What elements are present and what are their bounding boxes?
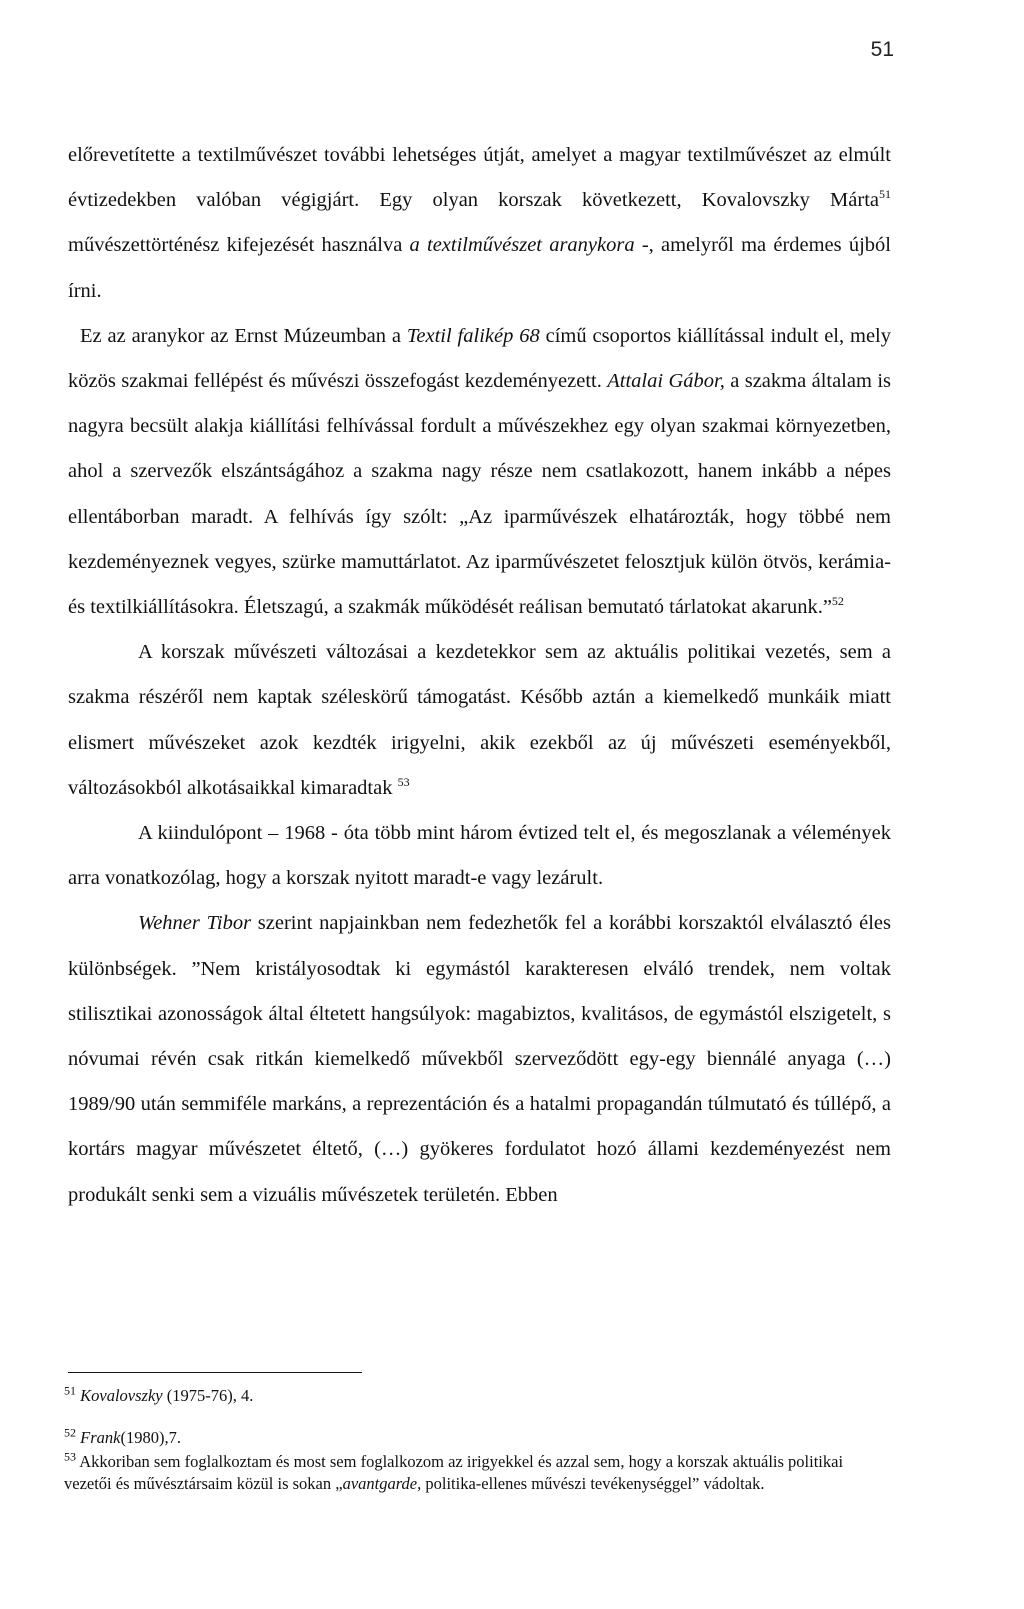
paragraph-2-text-c: a szakma általam is nagyra becsült alakja kiállítási felhívással fordult a művészekhez egy olyan szakmai környezetben, ahol a szervezők elszántságához a szakma nagy része nem csatlakozott, hanem inkább a népes ellentáborban maradt. A felhívás így szólt: „Az iparművészek elhatározták, hogy többé nem kezdeményeznek vegyes, szürke mamuttárlatot. Az iparművészetet felosztjuk külön ötvös, kerámia- és textilkiállításokra. Életszagú, a szakmák működését reálisan bemutató tárlatokat akarunk.” <box>68 370 891 619</box>
footnote-52-text: (1980),7. <box>120 1428 181 1447</box>
paragraph-1-text-c: -, amelyről ma érdemes újból írni. <box>68 234 891 302</box>
paragraph-1-text-b: művészettörténész kifejezését használva <box>68 234 410 257</box>
footnote-53-number: 53 <box>64 1449 76 1464</box>
paragraph-5 <box>68 901 891 1217</box>
paragraph-2-italic-title: Textil falikép 68 <box>406 324 540 347</box>
paragraph-1-italic: a textilművészet aranykora <box>409 234 635 257</box>
body-text <box>68 133 891 1218</box>
paragraph-1 <box>68 133 891 314</box>
footnote-53-text-a: Akkoriban sem foglalkoztam és most sem foglalkozom az irigyekkel és azzal sem, hogy a korszak aktuális politikai vezetői és művésztársaim közül is sokan „ <box>64 1452 844 1493</box>
paragraph-1-text-a: előrevetítette a textilművészet további lehetséges útját, amelyet a magyar textilművészet az elmúlt évtizedekben valóban végigjárt. Egy olyan korszak következett, Kovalovszky Márta <box>68 144 891 212</box>
footnote-51-author: Kovalovszky <box>80 1386 163 1405</box>
footnote-53-text-b: politika-ellenes művészi tevékenységgel” vádoltak. <box>421 1474 765 1493</box>
paragraph-3 <box>68 630 891 811</box>
paragraph-2-text-a: Ez az aranykor az Ernst Múzeumban a <box>80 324 407 347</box>
footnote-52-number: 52 <box>64 1425 76 1440</box>
footnote-ref-52: 52 <box>831 594 844 609</box>
footnote-52-author: Frank <box>80 1428 121 1447</box>
paragraph-2-italic-name: Attalai Gábor, <box>607 370 725 393</box>
paragraph-5-italic-name: Wehner Tibor <box>138 912 252 935</box>
paragraph-5-text: szerint napjainkban nem fedezhetők fel a korábbi korszaktól elválasztó éles különbségek. ”Nem kristályosodtak ki egymástól karakteresen elváló trendek, nem voltak stilisztikai azonosságok által éltetett hangsúlyok: magabiztos, kvalitásos, de egymástól elszigetelt, s nóvumai révén csak ritkán kiemelkedő művekből szerveződött egy-egy biennálé anyaga (…) 1989/90 után semmiféle markáns, a reprezentáción és a hatalmi propagandán túlmutató és túllépő, a kortárs magyar művészetet éltető, (…) gyökeres fordulatot hozó állami kezdeményezést nem produkált senki sem a vizuális művészetek területén. Ebben <box>68 912 891 1206</box>
footnote-ref-53: 53 <box>397 775 410 790</box>
footnote-53-italic: avantgarde, <box>342 1474 422 1493</box>
paragraph-2 <box>68 314 891 630</box>
footnotes <box>64 1385 894 1495</box>
paragraph-3-text: A korszak művészeti változásai a kezdetekkor sem az aktuális politikai vezetés, sem a szakma részéről nem kaptak széleskörű támogatást. Később aztán a kiemelkedő munkáik miatt elismert művészeket azok kezdték irigyelni, akik ezekből az új művészeti eseményekből, változásokból alkotásaikkal kimaradtak <box>68 641 891 799</box>
footnote-ref-51: 51 <box>879 187 891 202</box>
page-number: 51 <box>870 38 894 61</box>
footnote-53 <box>64 1451 894 1495</box>
paragraph-2-text-b: című csoportos kiállítással indult el, mely közös szakmai fellépést és művészi összefogást kezdeményezett. <box>68 324 891 393</box>
footnote-52 <box>64 1427 894 1449</box>
footnote-51 <box>64 1385 894 1407</box>
footnote-51-text: (1975-76), 4. <box>162 1386 254 1405</box>
footnote-divider <box>68 1372 362 1373</box>
footnote-51-number: 51 <box>64 1383 76 1398</box>
paragraph-4: A kiindulópont – 1968 - óta több mint három évtized telt el, és megoszlanak a vélemények arra vonatkozólag, hogy a korszak nyitott maradt-e vagy lezárult. <box>68 822 891 890</box>
